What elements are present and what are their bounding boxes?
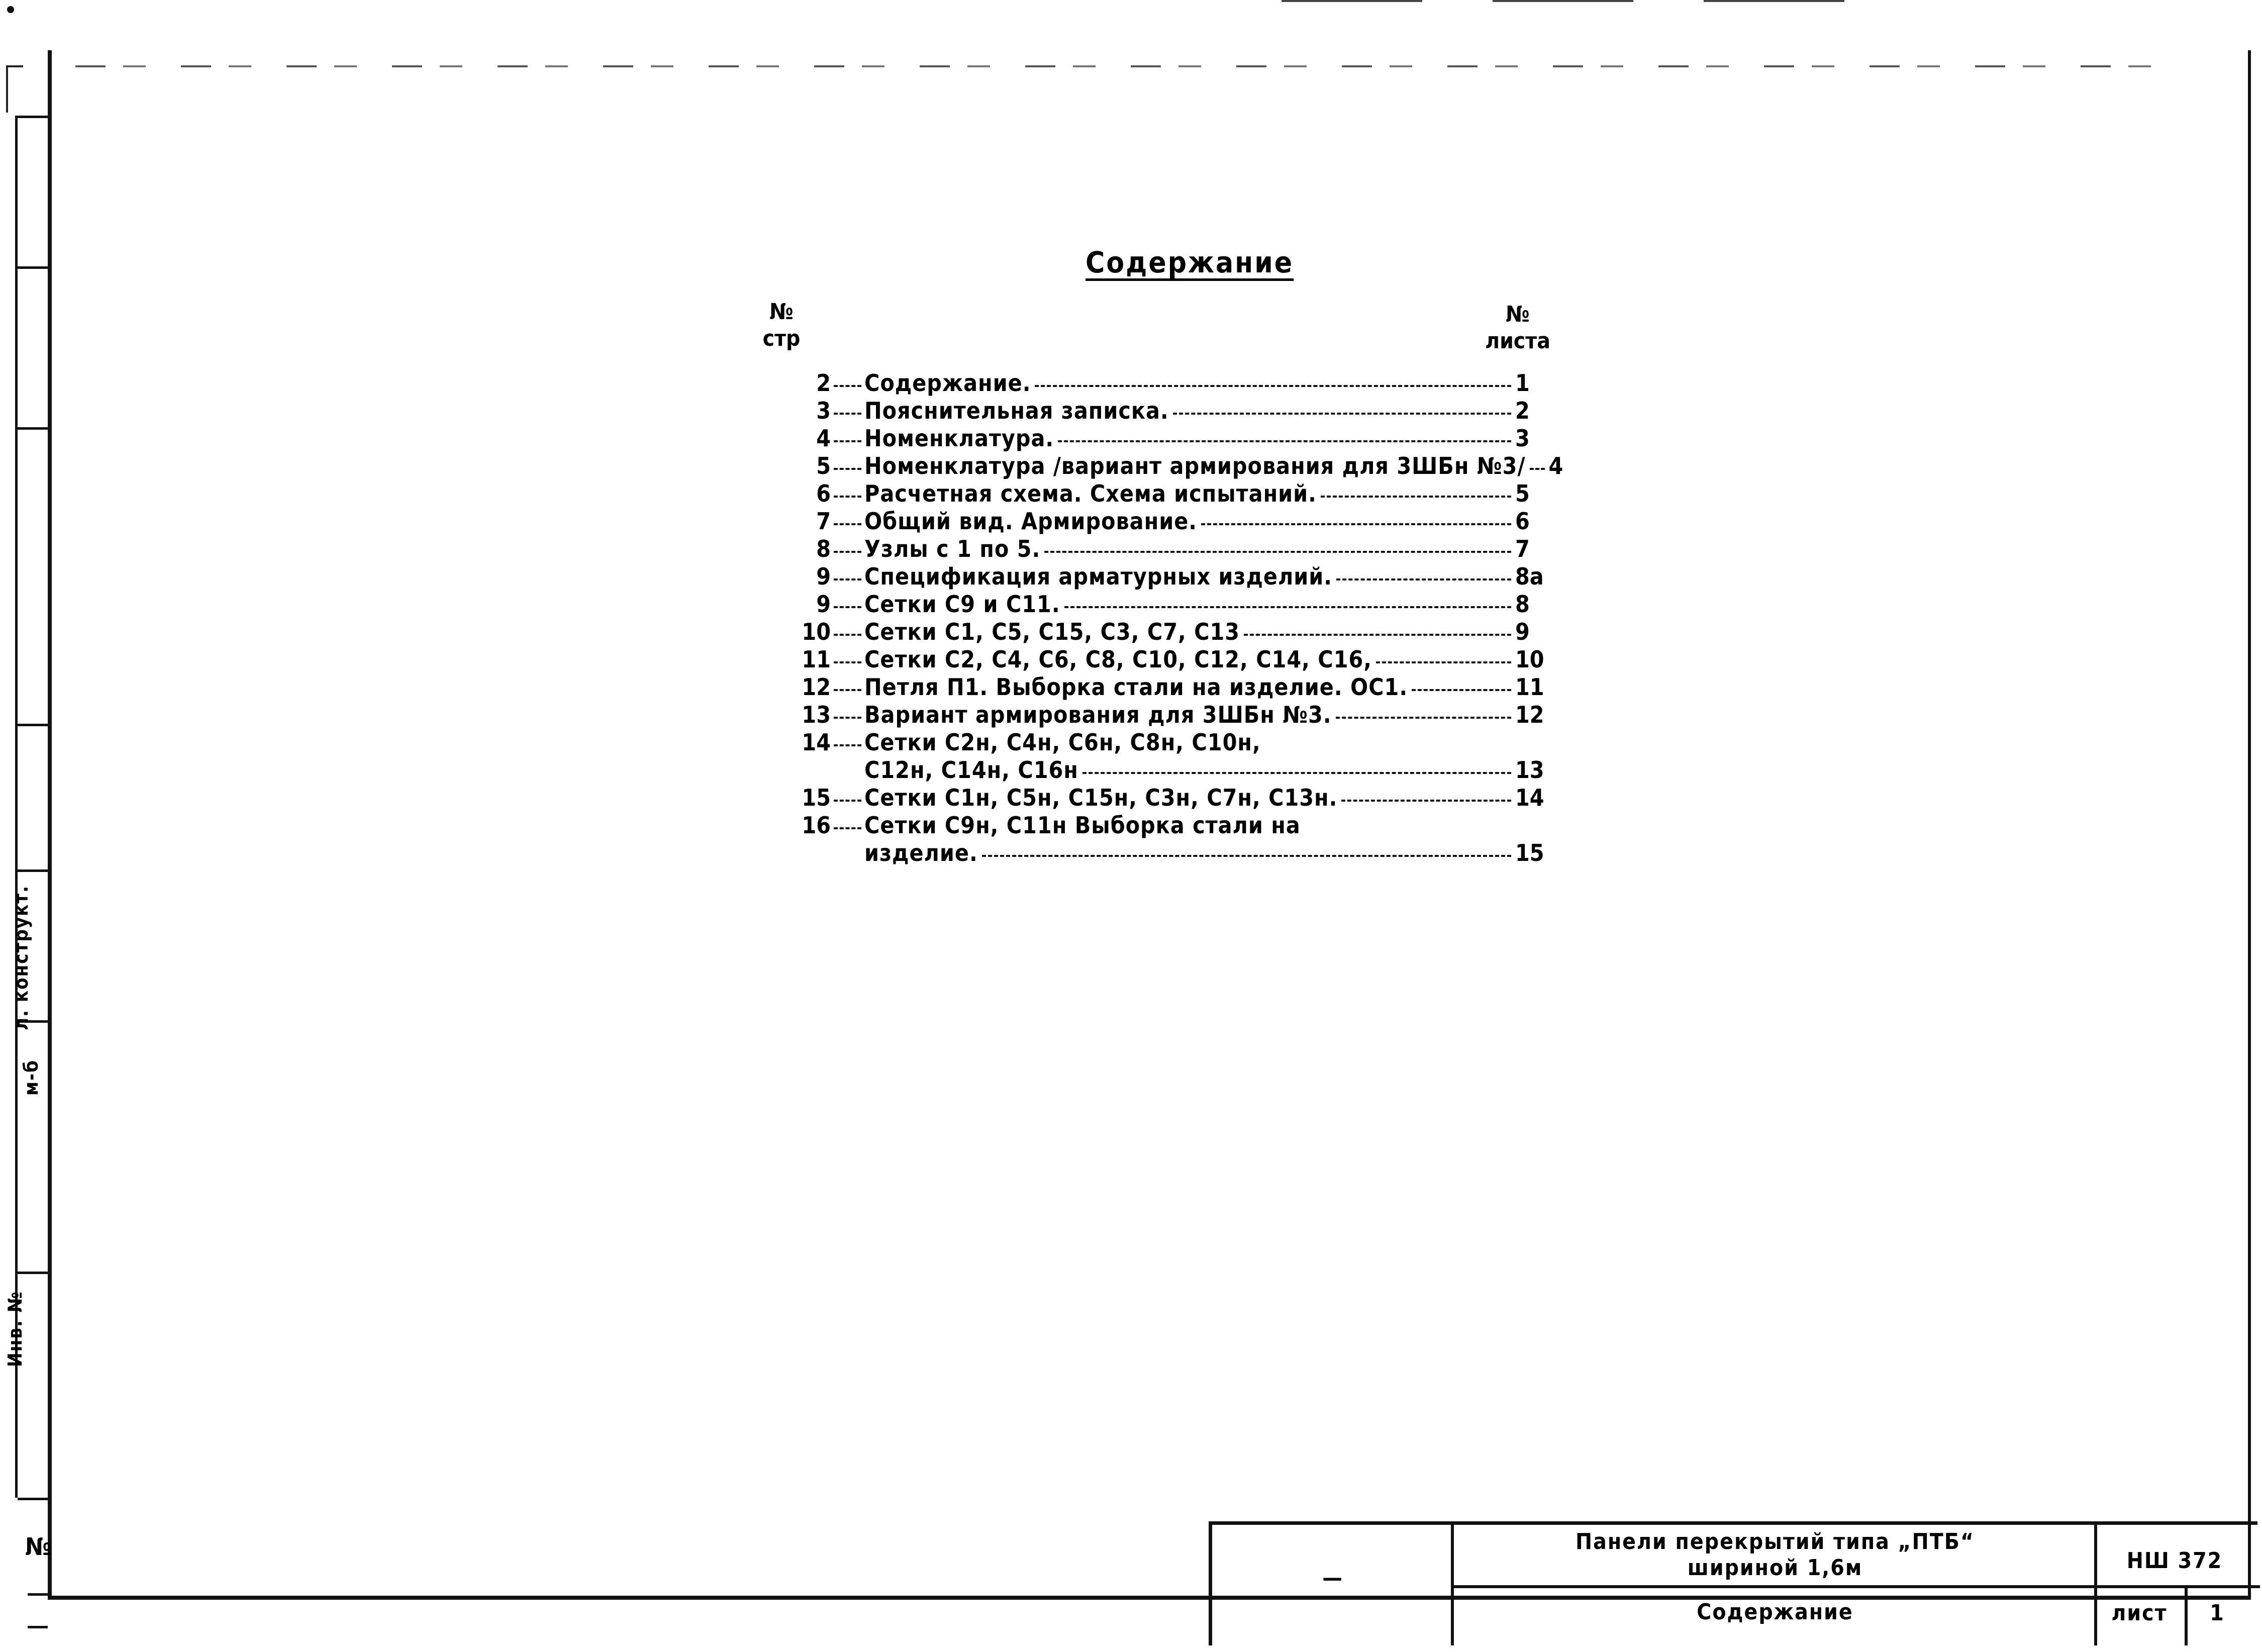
toc-entry-text: Общий вид. Армирование. — [864, 508, 1197, 535]
toc-page-number: 9 — [816, 591, 831, 618]
toc-leader — [834, 523, 861, 525]
margin-divider — [18, 869, 49, 872]
toc-page-number: 15 — [802, 784, 831, 811]
toc-page-number: 16 — [802, 812, 831, 839]
toc-sheet-number: 13 — [1515, 756, 1544, 784]
margin-divider — [18, 266, 49, 269]
toc-entry-text: Сетки С9н, С11н Выборка стали на — [864, 812, 1301, 839]
toc-row — [771, 618, 1555, 646]
col-head-page-label: стр — [762, 325, 801, 351]
toc-row — [771, 646, 1555, 673]
punch-dot — [7, 6, 14, 13]
toc-page-number: 6 — [816, 480, 831, 507]
toc-leader — [1530, 468, 1545, 470]
toc-leader — [1083, 772, 1511, 774]
toc-leader — [834, 717, 861, 719]
toc-leader — [1336, 578, 1511, 580]
toc-leader — [1035, 385, 1511, 387]
toc-row — [771, 784, 1555, 812]
toc-entry-text: Номенклатура /вариант армирования для 3ШБн №3/ — [864, 452, 1526, 479]
tb-name-line2: шириной 1,6м — [1687, 1555, 1863, 1581]
toc-leader — [834, 385, 861, 387]
toc-entry-text: Пояснительная записка. — [864, 397, 1169, 424]
toc-page-number: 9 — [816, 563, 831, 590]
toc-sheet-number: 11 — [1515, 673, 1544, 701]
toc-leader — [834, 744, 861, 746]
tb-code: НШ 372 — [2126, 1548, 2223, 1574]
title-block — [1209, 1521, 2257, 1645]
toc-row — [771, 701, 1555, 729]
toc-leader — [834, 440, 861, 442]
toc-page-number: 4 — [816, 425, 831, 452]
toc-leader — [1341, 800, 1511, 802]
tb-sheet-label: лист — [2111, 1600, 2168, 1626]
toc-leader — [834, 606, 861, 608]
toc-entry-text: Сетки С1н, С5н, С15н, С3н, С7н, С13н. — [864, 784, 1338, 811]
margin-divider — [18, 427, 49, 430]
margin-divider — [18, 724, 49, 726]
toc-row — [771, 563, 1555, 591]
toc-sheet-number: 8а — [1515, 563, 1544, 590]
toc-entry-text: Расчетная схема. Схема испытаний. — [864, 480, 1317, 507]
toc-page-number: 10 — [802, 618, 831, 645]
toc-sheet-number: 4 — [1548, 452, 1563, 479]
toc-leader — [982, 855, 1511, 857]
toc-leader — [1058, 440, 1511, 442]
col-head-page-no: № — [769, 299, 794, 325]
toc-page-number: 12 — [802, 673, 831, 701]
margin-label-konstrukt: л. конструкт. — [10, 885, 32, 1030]
toc-entry-text: Содержание. — [864, 369, 1031, 397]
toc-leader — [834, 578, 861, 580]
toc-page-number: 11 — [802, 646, 831, 673]
toc-page-number: 5 — [816, 452, 831, 479]
toc-row — [771, 425, 1555, 452]
toc-sheet-number: 15 — [1515, 839, 1544, 866]
toc-row — [771, 673, 1555, 701]
toc-page-number: 13 — [802, 701, 831, 728]
toc-leader — [834, 689, 861, 691]
col-head-page — [761, 299, 802, 352]
page-title: Содержание — [1086, 245, 1294, 279]
toc-row — [771, 729, 1555, 756]
toc-leader — [834, 551, 861, 553]
margin-divider — [18, 1272, 49, 1274]
toc-leader — [834, 800, 861, 802]
toc-leader — [1173, 413, 1511, 415]
toc-entry-text: Сетки С2, С4, С6, С8, С10, С12, С14, С16, — [864, 646, 1372, 673]
table-of-contents — [771, 369, 1563, 867]
toc-sheet-number: 12 — [1515, 701, 1544, 728]
col-head-sheet — [1478, 302, 1558, 355]
top-edge-dashes — [1282, 0, 1885, 2]
toc-entry-text: Сетки С9 и С11. — [864, 591, 1060, 618]
toc-leader — [834, 634, 861, 636]
toc-leader — [834, 468, 861, 470]
toc-entry-text: Сетки С2н, С4н, С6н, С8н, С10н, — [864, 729, 1261, 756]
toc-entry-text: Сетки С1, С5, С15, С3, С7, С13 — [864, 618, 1240, 645]
toc-sheet-number: 3 — [1515, 425, 1530, 452]
margin-label-mb: м-б — [20, 1059, 42, 1096]
toc-leader — [1412, 689, 1511, 691]
corner-mark — [6, 65, 23, 113]
toc-page-number: 3 — [816, 397, 831, 424]
toc-sheet-number: 5 — [1515, 480, 1530, 507]
toc-row — [771, 452, 1563, 480]
tb-sheet-no: 1 — [2210, 1600, 2225, 1626]
toc-entry-text: С12н, С14н, С16н — [864, 756, 1078, 784]
toc-sheet-number: 6 — [1515, 508, 1530, 535]
margin-divider — [18, 116, 49, 118]
col-head-sheet-no: № — [1506, 302, 1530, 327]
toc-row — [771, 812, 1555, 839]
toc-leader — [1336, 717, 1511, 719]
toc-leader — [834, 496, 861, 498]
toc-entry-text: Спецификация арматурных изделий. — [864, 563, 1332, 590]
toc-row — [771, 480, 1555, 508]
toc-row — [771, 397, 1555, 425]
toc-row — [771, 535, 1555, 563]
margin-divider — [18, 1498, 49, 1500]
toc-sheet-number: 1 — [1515, 369, 1530, 397]
toc-sheet-number: 9 — [1515, 618, 1530, 645]
toc-leader — [1321, 496, 1511, 498]
toc-row — [771, 756, 1555, 784]
toc-sheet-number: 2 — [1515, 397, 1530, 424]
toc-entry-text: изделие. — [864, 839, 978, 866]
toc-entry-text: Узлы с 1 по 5. — [864, 535, 1041, 562]
toc-entry-text: Петля П1. Выборка стали на изделие. ОС1. — [864, 673, 1408, 701]
margin-label-inv: Инв. № — [4, 1291, 26, 1367]
tb-name-line1: Панели перекрытий типа „ПТБ“ — [1576, 1529, 1975, 1554]
toc-leader — [1376, 661, 1511, 663]
toc-page-number: 2 — [816, 369, 831, 397]
tb-content: Содержание — [1697, 1599, 1853, 1625]
toc-entry-text: Вариант армирования для 3ШБн №3. — [864, 701, 1332, 728]
toc-leader — [834, 827, 861, 829]
toc-sheet-number: 7 — [1515, 535, 1530, 562]
col-head-sheet-label: листа — [1485, 328, 1550, 354]
toc-leader — [1244, 634, 1511, 636]
toc-entry-text: Номенклатура. — [864, 425, 1054, 452]
toc-row — [771, 839, 1555, 867]
toc-row — [771, 591, 1555, 618]
toc-leader — [834, 413, 861, 415]
toc-row — [771, 369, 1555, 397]
toc-sheet-number: 10 — [1515, 646, 1544, 673]
toc-leader — [834, 661, 861, 663]
toc-row — [771, 508, 1555, 535]
toc-page-number: 7 — [816, 508, 831, 535]
margin-bars — [28, 1593, 48, 1628]
toc-leader — [1201, 523, 1511, 525]
toc-page-number: 8 — [816, 535, 831, 562]
toc-sheet-number: 14 — [1515, 784, 1544, 811]
toc-leader — [1064, 606, 1511, 608]
toc-leader — [1044, 551, 1511, 553]
tb-dash: — — [1322, 1565, 1343, 1591]
toc-sheet-number: 8 — [1515, 591, 1530, 618]
toc-page-number: 14 — [802, 729, 831, 756]
margin-label-no: № — [25, 1533, 51, 1561]
